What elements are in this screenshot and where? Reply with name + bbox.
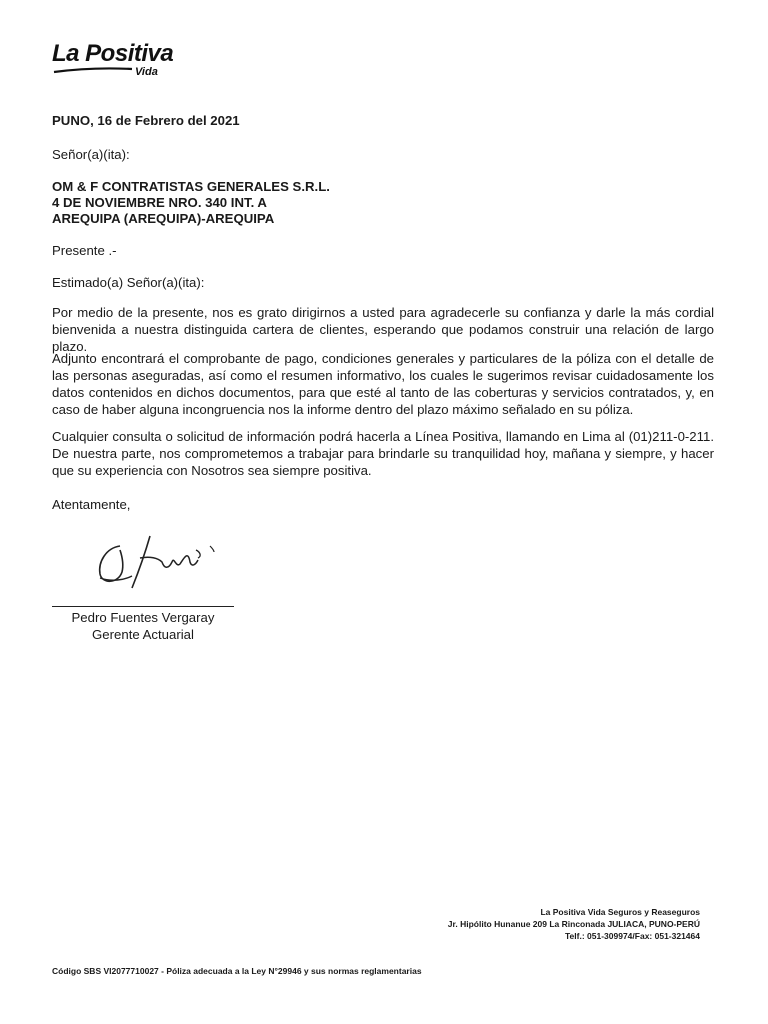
recipient-name: OM & F CONTRATISTAS GENERALES S.R.L. — [52, 179, 330, 194]
signer-name: Pedro Fuentes Vergaray — [71, 610, 215, 625]
place-date: PUNO, 16 de Febrero del 2021 — [52, 113, 240, 128]
paragraph-contact: Cualquier consulta o solicitud de información podrá hacerla a Línea Positiva, llamando en Lima al (01)211-0-211. De nuestra parte, nos comprometemos a trabajar para brindarle su tranquilidad hoy, mañana y siempre, y hacer que su experiencia con Nosotros sea siempre positiva. — [52, 429, 714, 478]
signature-line — [52, 606, 234, 607]
recipient-address-line1: 4 DE NOVIEMBRE NRO. 340 INT. A — [52, 195, 267, 210]
footer-company-info — [448, 906, 700, 942]
footer-sbs-code: Código SBS VI2077710027 - Póliza adecuada a la Ley N°29946 y sus normas reglamentarias — [52, 966, 422, 976]
salutation-pre: Señor(a)(ita): — [52, 147, 130, 162]
handwritten-signature — [92, 528, 222, 598]
logo-wordmark: La Positiva — [52, 40, 174, 67]
closing: Atentamente, — [52, 497, 131, 512]
footer-company-name: La Positiva Vida Seguros y Reaseguros — [540, 907, 700, 917]
footer-address: Jr. Hipólito Hunanue 209 La Rinconada JULIACA, PUNO-PERÚ — [447, 919, 700, 929]
footer-phone: Telf.: 051-309974/Fax: 051-321464 — [565, 931, 700, 941]
paragraph-attachments: Adjunto encontrará el comprobante de pago, condiciones generales y particulares de la póliza con el detalle de las personas aseguradas, así como el resumen informativo, los cuales le sugerimos revisar cuidadosamente los datos contenidos en dichos documentos, para que esté al tanto de las coberturas y servicios contratados, y, en caso de haber alguna incongruencia nos la informe dentro del plazo máximo señalado en su póliza. — [52, 351, 714, 417]
signer-title: Gerente Actuarial — [92, 627, 194, 642]
logo-swoosh-icon — [52, 66, 134, 74]
greeting: Estimado(a) Señor(a)(ita): — [52, 275, 205, 290]
presente-line: Presente .- — [52, 243, 117, 258]
paragraph-welcome: Por medio de la presente, nos es grato dirigirnos a usted para agradecerle su confianza y darle la más cordial bienvenida a nuestra distinguida cartera de clientes, esperando que podamos construir una relación de largo plazo. — [52, 305, 714, 354]
signer-info — [52, 609, 234, 643]
company-logo — [52, 40, 182, 90]
logo-subtitle: Vida — [135, 66, 158, 78]
recipient-address-line2: AREQUIPA (AREQUIPA)-AREQUIPA — [52, 211, 275, 226]
